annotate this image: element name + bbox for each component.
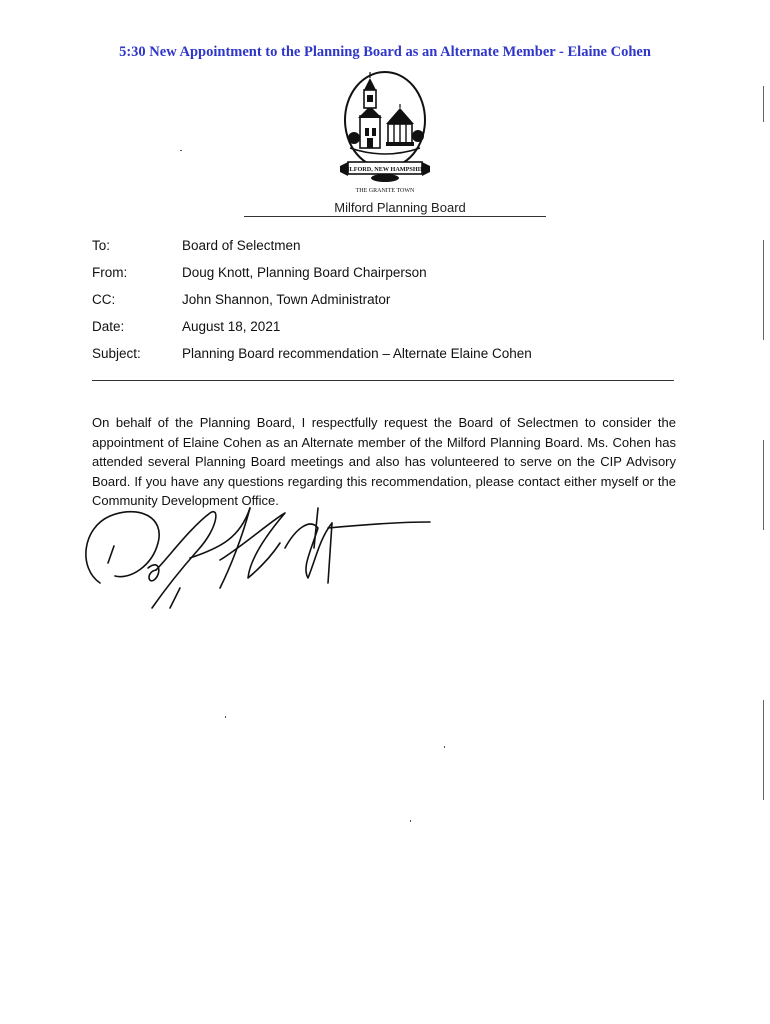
- field-value: August 18, 2021: [182, 319, 281, 334]
- memo-field-to: [92, 238, 692, 265]
- memo-fields: [92, 238, 692, 373]
- field-label: Date:: [92, 319, 125, 334]
- field-value: John Shannon, Town Administrator: [182, 292, 391, 307]
- field-value: Board of Selectmen: [182, 238, 301, 253]
- memo-body: On behalf of the Planning Board, I respectfully request the Board of Selectmen to consider the appointment of Elaine Cohen as an Alternate member of the Milford Planning Board. Ms. Cohen has attended several Planning Board meetings and also has volunteered to serve on the CIP Advisory Board. If you have any questions regarding this recommendation, please contact either myself or the Community Development Office.: [92, 415, 676, 508]
- scan-speck: [410, 820, 411, 822]
- signature: [70, 488, 450, 618]
- scan-edge-mark: [763, 240, 764, 340]
- field-value: Doug Knott, Planning Board Chairperson: [182, 265, 427, 280]
- field-label: From:: [92, 265, 128, 280]
- field-value: Planning Board recommendation – Alternate Elaine Cohen: [182, 346, 532, 361]
- scan-speck: [225, 716, 226, 718]
- scan-edge-mark: [763, 700, 764, 800]
- memo-field-cc: [92, 292, 692, 319]
- svg-text:THE GRANITE TOWN: THE GRANITE TOWN: [355, 188, 415, 194]
- scan-speck: [180, 150, 182, 151]
- scan-edge-mark: [763, 86, 764, 122]
- page-title: 5:30 New Appointment to the Planning Board as an Alternate Member - Elaine Cohen: [119, 44, 651, 60]
- organization-name: Milford Planning Board: [334, 200, 466, 215]
- memo-field-date: [92, 319, 692, 346]
- memo-field-subject: [92, 346, 692, 373]
- field-label: To:: [92, 238, 111, 253]
- memo-field-from: [92, 265, 692, 292]
- town-seal-logo: [334, 68, 436, 198]
- scan-edge-mark: [763, 440, 764, 530]
- field-label: Subject:: [92, 346, 141, 361]
- scan-speck: [444, 746, 445, 748]
- memo-divider: [92, 380, 674, 381]
- svg-text:MILFORD, NEW HAMPSHIRE: MILFORD, NEW HAMPSHIRE: [341, 166, 429, 173]
- header-divider: [244, 216, 546, 217]
- field-label: CC:: [92, 292, 116, 307]
